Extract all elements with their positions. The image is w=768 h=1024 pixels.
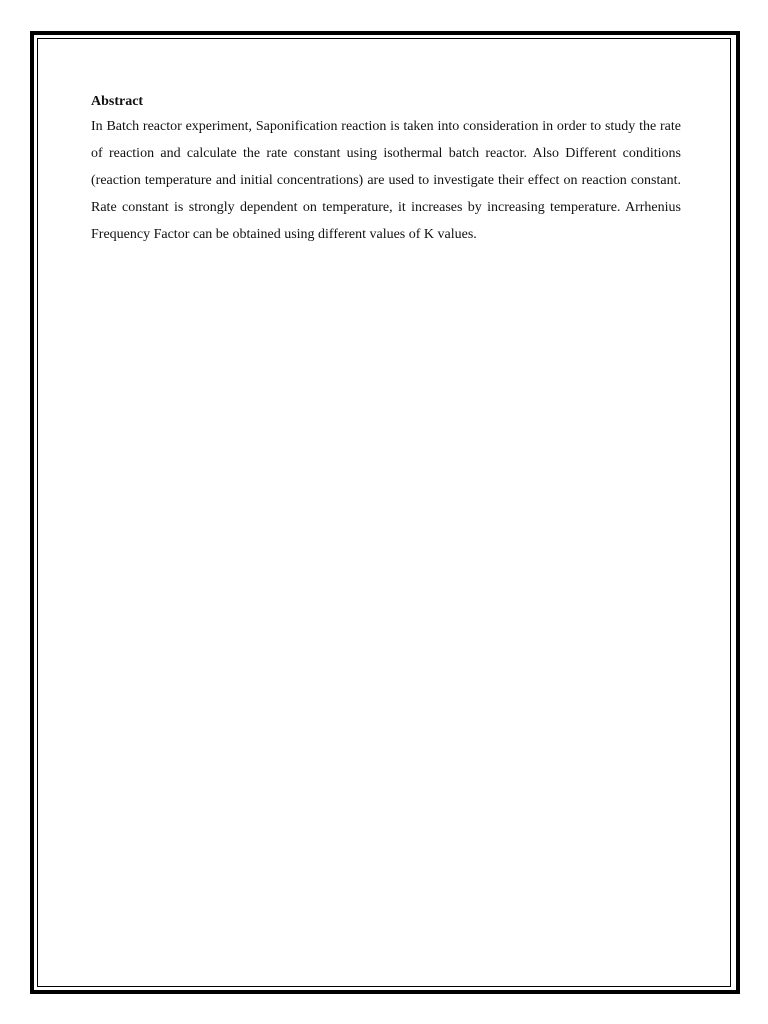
abstract-section — [91, 91, 681, 248]
abstract-heading: Abstract — [91, 94, 144, 109]
abstract-paragraph: In Batch reactor experiment, Saponification reaction is taken into consideration in order to study the rate of reaction and calculate the rate constant using isothermal batch reactor. Also Different conditions (reaction temperature and initial concentrations) are used to investigate their effect on reaction constant. Rate constant is strongly dependent on temperature, it increases by increasing temperature. Arrhenius Frequency Factor can be obtained using different values of K values. — [91, 119, 681, 242]
